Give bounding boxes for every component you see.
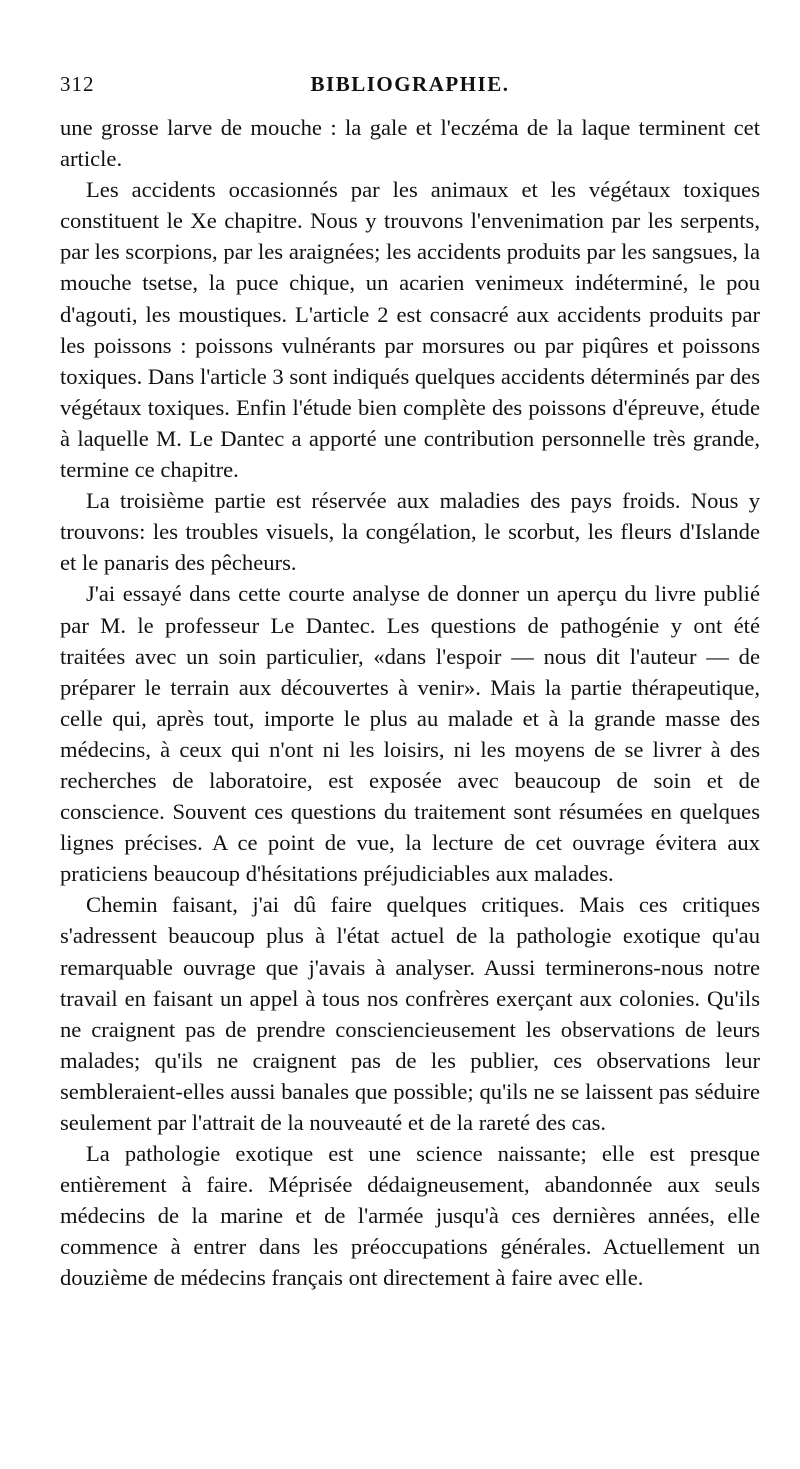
running-head — [60, 72, 760, 108]
paragraph-cold-countries: La troisième partie est réservée aux maladies des pays froids. Nous y trouvons: les troubles visuels, la congélation, le scorbut, les fleurs d'Islande et le panaris des pêcheurs. — [60, 488, 760, 576]
page-number: 312 — [60, 72, 95, 96]
running-title: BIBLIOGRAPHIE. — [310, 72, 510, 96]
body-text — [60, 112, 760, 1294]
paragraph-analysis-summary: J'ai essayé dans cette courte analyse de donner un aperçu du livre publié par M. le professeur Le Dantec. Les questions de pathogénie y ont été traitées avec un soin particulier, «dans l'espoir — nous dit l'auteur — de préparer le terrain aux découvertes à venir». Mais la partie thérapeutique, celle qui, après tout, importe le plus au malade et à la grande masse des médecins, à ceux qui n'ont ni les loisirs, ni les moyens de se livrer à des recherches de laboratoire, est exposée avec beaucoup de soin et de conscience. Souvent ces questions du traitement sont résumées en quelques lignes précises. A ce point de vue, la lecture de cet ouvrage évitera aux praticiens beaucoup d'hésitations préjudiciables aux malades. — [60, 581, 760, 887]
paragraph-exotic-pathology: La pathologie exotique est une science naissante; elle est presque entièrement à faire. Méprisée dédaigneusement, abandonnée aux seuls médecins de la marine et de l'armée jusqu'à ces dernières années, elle commence à entrer dans les préoccupations générales. Actuellement un douzième de médecins français ont directement à faire avec elle. — [60, 1141, 760, 1291]
paragraph-critiques-appeal: Chemin faisant, j'ai dû faire quelques critiques. Mais ces critiques s'adressent beaucoup plus à l'état actuel de la pathologie exotique qu'au remarquable ouvrage que j'avais à analyser. Aussi terminerons-nous notre travail en faisant un appel à tous nos confrères exerçant aux colonies. Qu'ils ne craignent pas de prendre consciencieusement les observations de leurs malades; qu'ils ne craignent pas de les publier, ces observations leur sembleraient-elles aussi banales que possible; qu'ils ne se laissent pas séduire seulement par l'attrait de la nouveauté et de la rareté des cas. — [60, 892, 760, 1135]
paragraph-continuation: une grosse larve de mouche : la gale et l'eczéma de la laque terminent cet article. — [60, 115, 760, 172]
paragraph-toxic-animals-plants: Les accidents occasionnés par les animaux et les végétaux toxiques constituent le Xe chapitre. Nous y trouvons l'envenimation par les serpents, par les scorpions, par les araignées; les accidents produits par les sangsues, la mouche tsetse, la puce chique, un acarien venimeux indéterminé, le pou d'agouti, les moustiques. L'article 2 est consacré aux accidents produits par les poissons : poissons vulnérants par morsures ou par piqûres et poissons toxiques. Dans l'article 3 sont indiqués quelques accidents déterminés par des végétaux toxiques. Enfin l'étude bien complète des poissons d'épreuve, étude à laquelle M. Le Dantec a apporté une contribution personnelle très grande, termine ce chapitre. — [60, 177, 760, 483]
